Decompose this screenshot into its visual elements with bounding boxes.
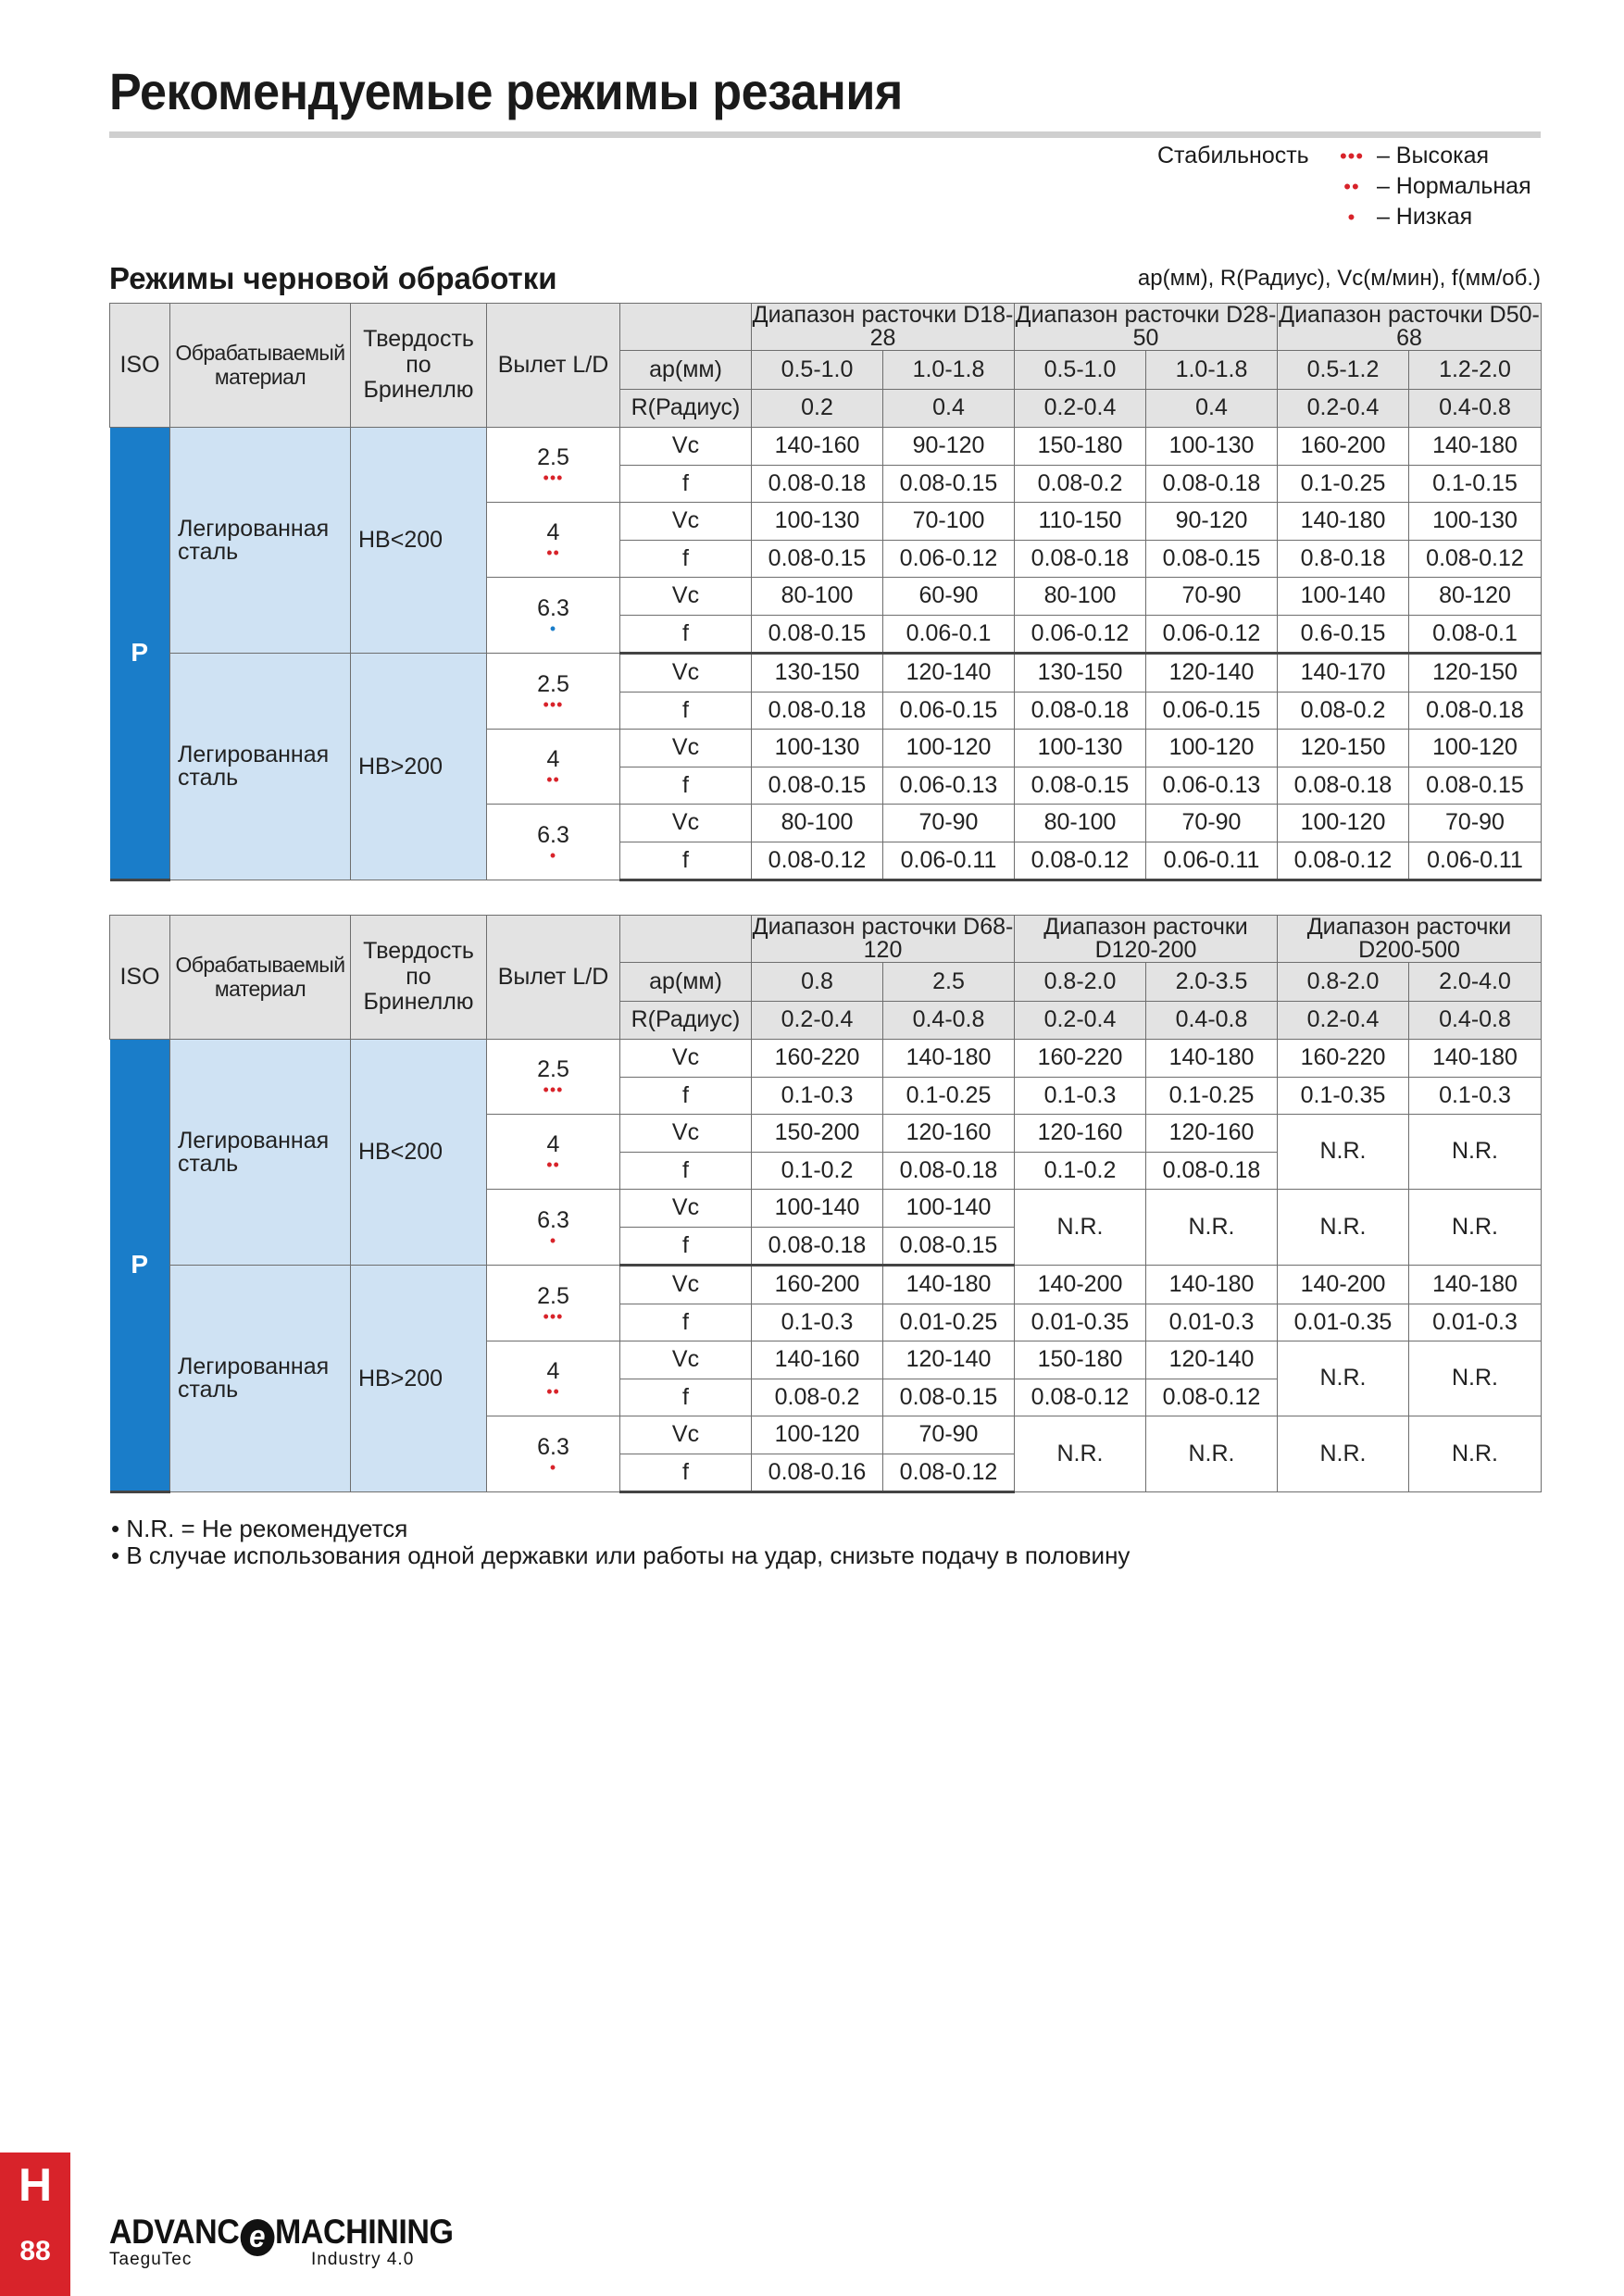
param-label-vc: Vc: [620, 1115, 752, 1153]
f-value: 0.06-0.11: [1409, 842, 1542, 880]
header-ap-value: 2.0-4.0: [1409, 963, 1542, 1002]
param-label-vc: Vc: [620, 805, 752, 842]
param-label-vc: Vc: [620, 730, 752, 767]
overhang-value: 4: [546, 1358, 560, 1385]
vc-value: 160-220: [1015, 1040, 1146, 1078]
overhang-cell: [487, 1416, 620, 1492]
overhang-value: 4: [546, 746, 560, 773]
f-value: 0.08-0.18: [1278, 767, 1409, 805]
vc-value: 100-140: [752, 1190, 883, 1228]
vc-value: 100-140: [1278, 578, 1409, 616]
f-value: 0.08-0.18: [1015, 692, 1146, 730]
stability-label: Стабильность: [1157, 143, 1309, 168]
f-value: 0.01-0.3: [1409, 1304, 1542, 1341]
overhang-value: 2.5: [537, 1056, 569, 1083]
footnote-nr: • N.R. = Не рекомендуется: [111, 1515, 408, 1542]
units-note: ap(мм), R(Радиус), Vc(м/мин), f(мм/об.): [1137, 266, 1541, 291]
param-label-vc: Vc: [620, 1040, 752, 1078]
cutting-table-bottom: [109, 915, 1542, 1493]
not-recommended-cell: N.R.: [1146, 1190, 1278, 1266]
header-ap-value: 1.2-2.0: [1409, 351, 1542, 390]
f-value: 0.1-0.3: [752, 1304, 883, 1341]
vc-value: 120-150: [1409, 654, 1542, 693]
param-label-vc: Vc: [620, 1416, 752, 1454]
f-value: 0.08-0.15: [752, 615, 883, 654]
hardness-cell: HB>200: [351, 1266, 487, 1492]
vc-value: 160-200: [1278, 428, 1409, 466]
f-value: 0.08-0.1: [1409, 615, 1542, 654]
not-recommended-cell: N.R.: [1146, 1416, 1278, 1492]
header-blank: [620, 304, 752, 351]
logo-left-text: ADVANC: [109, 2213, 240, 2251]
stability-dots-icon: •: [549, 1230, 557, 1250]
header-r-value: 0.4-0.8: [1409, 1001, 1542, 1040]
f-value: 0.6-0.15: [1278, 615, 1409, 654]
overhang-cell: [487, 1341, 620, 1416]
overhang-cell: [487, 1040, 620, 1115]
vc-value: 140-200: [1278, 1266, 1409, 1304]
header-bore-range: Диапазон расточки D18-28: [752, 303, 1014, 351]
f-value: 0.1-0.3: [752, 1077, 883, 1115]
param-label-vc: Vc: [620, 578, 752, 616]
param-label-f: f: [620, 1454, 752, 1492]
page-number: 88: [19, 2236, 51, 2266]
vc-value: 80-120: [1409, 578, 1542, 616]
f-value: 0.08-0.2: [1278, 692, 1409, 730]
param-label-vc: Vc: [620, 503, 752, 541]
header-r-value: 0.2-0.4: [1278, 1001, 1409, 1040]
param-label-f: f: [620, 692, 752, 730]
vc-value: 140-180: [1146, 1266, 1278, 1304]
logo-right-text: MACHINING: [274, 2213, 454, 2251]
header-r-value: 0.2-0.4: [752, 1001, 883, 1040]
section-tab-letter: H: [18, 2159, 53, 2211]
header-ap-value: 0.5-1.0: [1015, 351, 1146, 390]
stability-dots-icon: •••: [543, 694, 564, 714]
stability-text: – Нормальная: [1376, 173, 1531, 199]
f-value: 0.08-0.18: [752, 692, 883, 730]
header-r-label: R(Радиус): [620, 1001, 752, 1040]
header-ap-value: 0.8-2.0: [1015, 963, 1146, 1002]
vc-value: 90-120: [1146, 503, 1278, 541]
vc-value: 100-130: [752, 730, 883, 767]
f-value: 0.06-0.12: [883, 540, 1015, 578]
f-value: 0.06-0.1: [883, 615, 1015, 654]
stability-dots-icon: •: [549, 845, 557, 865]
header-overhang: Вылет L/D: [487, 304, 620, 428]
f-value: 0.06-0.15: [1146, 692, 1278, 730]
overhang-value: 2.5: [537, 670, 569, 697]
hardness-cell: HB<200: [351, 1040, 487, 1266]
f-value: 0.08-0.18: [1146, 465, 1278, 503]
section-tab: [0, 2152, 70, 2296]
vc-value: 100-120: [883, 730, 1015, 767]
header-r-value: 0.4: [1146, 389, 1278, 428]
header-ap-value: 1.0-1.8: [1146, 351, 1278, 390]
vc-value: 120-160: [1146, 1115, 1278, 1153]
header-r-value: 0.4-0.8: [1409, 389, 1542, 428]
header-bore-range: Диапазон расточки D200-500: [1278, 916, 1542, 963]
f-value: 0.08-0.18: [752, 465, 883, 503]
param-label-vc: Vc: [620, 1190, 752, 1228]
f-value: 0.06-0.15: [883, 692, 1015, 730]
f-value: 0.08-0.15: [752, 767, 883, 805]
vc-value: 140-170: [1278, 654, 1409, 693]
vc-value: 70-90: [1146, 805, 1278, 842]
stability-dots-icon: •••: [1339, 144, 1365, 168]
header-ap-value: 0.8-2.0: [1278, 963, 1409, 1002]
vc-value: 120-150: [1278, 730, 1409, 767]
logo-e-icon: e: [240, 2219, 274, 2256]
iso-group-p: P: [110, 1040, 170, 1492]
stability-dots-icon: •••: [543, 468, 564, 488]
header-ap-value: 0.5-1.2: [1278, 351, 1409, 390]
param-label-f: f: [620, 842, 752, 880]
header-bore-range: Диапазон расточки D120-200: [1015, 916, 1278, 963]
stability-dots-icon: •: [549, 618, 557, 638]
overhang-value: 6.3: [537, 1206, 569, 1233]
vc-value: 140-180: [1409, 1266, 1542, 1304]
f-value: 0.08-0.12: [1015, 1379, 1146, 1416]
f-value: 0.08-0.12: [1278, 842, 1409, 880]
f-value: 0.1-0.3: [1409, 1077, 1542, 1115]
overhang-cell: [487, 1115, 620, 1190]
param-label-f: f: [620, 540, 752, 578]
header-blank: [620, 916, 752, 963]
stability-normal: [1333, 173, 1531, 201]
vc-value: 120-140: [1146, 654, 1278, 693]
stability-dots-icon: •••: [543, 1306, 564, 1326]
f-value: 0.06-0.13: [1146, 767, 1278, 805]
param-label-vc: Vc: [620, 1266, 752, 1304]
logo-sub-brand: TaeguTec: [109, 2250, 193, 2269]
stability-dots-icon: •: [1347, 206, 1356, 229]
header-ap-value: 2.5: [883, 963, 1015, 1002]
f-value: 0.08-0.18: [752, 1227, 883, 1266]
stability-dots-icon: •••: [543, 1080, 564, 1100]
not-recommended-cell: N.R.: [1278, 1416, 1409, 1492]
vc-value: 70-90: [883, 805, 1015, 842]
overhang-value: 6.3: [537, 594, 569, 621]
overhang-cell: [487, 1190, 620, 1266]
f-value: 0.08-0.12: [1015, 842, 1146, 880]
vc-value: 130-150: [752, 654, 883, 693]
header-ap-value: 0.5-1.0: [752, 351, 883, 390]
page-title: Рекомендуемые режимы резания: [109, 62, 903, 120]
not-recommended-cell: N.R.: [1409, 1190, 1542, 1266]
f-value: 0.08-0.15: [883, 1379, 1015, 1416]
overhang-value: 6.3: [537, 1433, 569, 1460]
not-recommended-cell: N.R.: [1409, 1341, 1542, 1416]
header-r-label: R(Радиус): [620, 389, 752, 428]
header-r-value: 0.2-0.4: [1015, 1001, 1146, 1040]
f-value: 0.06-0.11: [1146, 842, 1278, 880]
overhang-cell: [487, 654, 620, 730]
param-label-vc: Vc: [620, 654, 752, 693]
advance-machining-logo: [109, 2213, 454, 2269]
vc-value: 70-90: [1409, 805, 1542, 842]
param-label-vc: Vc: [620, 428, 752, 466]
vc-value: 100-120: [1278, 805, 1409, 842]
header-ap-value: 1.0-1.8: [883, 351, 1015, 390]
f-value: 0.06-0.12: [1146, 615, 1278, 654]
material-cell: Легированная сталь: [170, 1266, 351, 1492]
f-value: 0.1-0.35: [1278, 1077, 1409, 1115]
not-recommended-cell: N.R.: [1278, 1341, 1409, 1416]
f-value: 0.1-0.2: [1015, 1152, 1146, 1190]
header-ap-value: 2.0-3.5: [1146, 963, 1278, 1002]
not-recommended-cell: N.R.: [1409, 1115, 1542, 1190]
header-r-value: 0.2-0.4: [1278, 389, 1409, 428]
f-value: 0.01-0.25: [883, 1304, 1015, 1341]
f-value: 0.08-0.15: [1146, 540, 1278, 578]
hardness-cell: HB<200: [351, 428, 487, 654]
not-recommended-cell: N.R.: [1278, 1115, 1409, 1190]
overhang-value: 4: [546, 519, 560, 546]
f-value: 0.06-0.13: [883, 767, 1015, 805]
param-label-f: f: [620, 1077, 752, 1115]
header-row: [110, 304, 1542, 351]
vc-value: 70-100: [883, 503, 1015, 541]
section-title: Режимы черновой обработки: [109, 261, 557, 295]
vc-value: 120-140: [883, 1341, 1015, 1379]
f-value: 0.08-0.12: [1146, 1379, 1278, 1416]
f-value: 0.08-0.15: [1409, 767, 1542, 805]
f-value: 0.06-0.12: [1015, 615, 1146, 654]
material-cell: Легированная сталь: [170, 1040, 351, 1266]
vc-value: 100-120: [1146, 730, 1278, 767]
f-value: 0.1-0.3: [1015, 1077, 1146, 1115]
vc-value: 100-140: [883, 1190, 1015, 1228]
f-value: 0.1-0.25: [1146, 1077, 1278, 1115]
overhang-cell: [487, 730, 620, 805]
not-recommended-cell: N.R.: [1015, 1416, 1146, 1492]
vc-value: 100-130: [1146, 428, 1278, 466]
header-bore-range: Диапазон расточки D50-68: [1279, 303, 1540, 351]
stability-dots-icon: ••: [546, 1155, 560, 1175]
stability-high: [1333, 143, 1489, 170]
param-label-f: f: [620, 1227, 752, 1266]
stability-text: – Высокая: [1376, 143, 1490, 168]
vc-value: 110-150: [1015, 503, 1146, 541]
vc-value: 70-90: [1146, 578, 1278, 616]
title-rule: [109, 131, 1541, 138]
f-value: 0.1-0.2: [752, 1152, 883, 1190]
header-r-value: 0.2-0.4: [1015, 389, 1146, 428]
param-label-f: f: [620, 767, 752, 805]
vc-value: 80-100: [752, 578, 883, 616]
vc-value: 140-160: [752, 1341, 883, 1379]
f-value: 0.08-0.15: [883, 465, 1015, 503]
stability-dots-icon: ••: [546, 543, 560, 563]
param-label-f: f: [620, 1152, 752, 1190]
footnote-feed: • В случае использования одной державки или работы на удар, снизьте подачу в половину: [111, 1541, 1131, 1569]
f-value: 0.08-0.12: [752, 842, 883, 880]
vc-value: 100-130: [1015, 730, 1146, 767]
not-recommended-cell: N.R.: [1278, 1190, 1409, 1266]
header-iso: ISO: [110, 304, 170, 428]
stability-text: – Низкая: [1376, 204, 1473, 230]
vc-value: 100-120: [1409, 730, 1542, 767]
header-r-value: 0.4: [883, 389, 1015, 428]
vc-value: 60-90: [883, 578, 1015, 616]
f-value: 0.01-0.35: [1015, 1304, 1146, 1341]
f-value: 0.08-0.16: [752, 1454, 883, 1492]
f-value: 0.01-0.35: [1278, 1304, 1409, 1341]
iso-group-p: P: [110, 428, 170, 880]
logo-sub-tagline: Industry 4.0: [311, 2250, 415, 2269]
hardness-cell: HB>200: [351, 654, 487, 880]
vc-value: 160-200: [752, 1266, 883, 1304]
material-cell: Легированная сталь: [170, 654, 351, 880]
table-row-vc: [110, 1266, 1542, 1304]
overhang-cell: [487, 503, 620, 578]
material-cell: Легированная сталь: [170, 428, 351, 654]
header-bore-range: Диапазон расточки D68-120: [752, 915, 1014, 963]
vc-value: 100-120: [752, 1416, 883, 1454]
vc-value: 140-180: [1278, 503, 1409, 541]
header-bore-range: Диапазон расточки D28-50: [1015, 303, 1277, 351]
vc-value: 100-130: [1409, 503, 1542, 541]
f-value: 0.08-0.15: [1015, 767, 1146, 805]
header-ap-label: ap(мм): [620, 963, 752, 1002]
vc-value: 140-180: [883, 1040, 1015, 1078]
stability-dots-icon: ••: [1343, 175, 1360, 198]
not-recommended-cell: N.R.: [1015, 1190, 1146, 1266]
vc-value: 140-180: [1409, 428, 1542, 466]
f-value: 0.08-0.18: [1015, 540, 1146, 578]
param-label-f: f: [620, 1379, 752, 1416]
header-r-value: 0.2: [752, 389, 883, 428]
header-material: Обрабатываемый материал: [170, 304, 351, 428]
header-iso: ISO: [110, 916, 170, 1040]
f-value: 0.08-0.15: [883, 1227, 1015, 1266]
header-overhang: Вылет L/D: [487, 916, 620, 1040]
header-r-value: 0.4-0.8: [1146, 1001, 1278, 1040]
header-material: Обрабатываемый материал: [170, 916, 351, 1040]
overhang-value: 2.5: [537, 1282, 569, 1309]
vc-value: 90-120: [883, 428, 1015, 466]
header-ap-value: 0.8: [752, 963, 883, 1002]
f-value: 0.08-0.2: [1015, 465, 1146, 503]
vc-value: 120-160: [1015, 1115, 1146, 1153]
header-hardness: Твердость по Бринеллю: [351, 916, 487, 1040]
footnotes: [111, 1516, 1130, 1569]
stability-dots-icon: ••: [546, 1382, 560, 1402]
f-value: 0.06-0.11: [883, 842, 1015, 880]
vc-value: 120-140: [1146, 1341, 1278, 1379]
overhang-cell: [487, 805, 620, 880]
vc-value: 130-150: [1015, 654, 1146, 693]
vc-value: 140-180: [1146, 1040, 1278, 1078]
vc-value: 120-140: [883, 654, 1015, 693]
vc-value: 80-100: [1015, 578, 1146, 616]
vc-value: 150-180: [1015, 428, 1146, 466]
f-value: 0.8-0.18: [1278, 540, 1409, 578]
vc-value: 100-130: [752, 503, 883, 541]
f-value: 0.08-0.12: [1409, 540, 1542, 578]
table-row-vc: [110, 654, 1542, 693]
stability-dots-icon: •: [549, 1457, 557, 1477]
f-value: 0.08-0.18: [883, 1152, 1015, 1190]
f-value: 0.08-0.15: [752, 540, 883, 578]
vc-value: 80-100: [752, 805, 883, 842]
table-row-vc: [110, 1040, 1542, 1078]
vc-value: 140-180: [883, 1266, 1015, 1304]
not-recommended-cell: N.R.: [1409, 1416, 1542, 1492]
vc-value: 160-220: [752, 1040, 883, 1078]
vc-value: 120-160: [883, 1115, 1015, 1153]
overhang-cell: [487, 1266, 620, 1341]
vc-value: 140-160: [752, 428, 883, 466]
header-ap-label: ap(мм): [620, 351, 752, 390]
vc-value: 150-200: [752, 1115, 883, 1153]
vc-value: 140-200: [1015, 1266, 1146, 1304]
f-value: 0.08-0.12: [883, 1454, 1015, 1492]
param-label-f: f: [620, 465, 752, 503]
vc-value: 70-90: [883, 1416, 1015, 1454]
vc-value: 80-100: [1015, 805, 1146, 842]
overhang-value: 4: [546, 1131, 560, 1158]
f-value: 0.08-0.2: [752, 1379, 883, 1416]
vc-value: 140-180: [1409, 1040, 1542, 1078]
param-label-f: f: [620, 615, 752, 654]
table-row-vc: [110, 428, 1542, 466]
cutting-table-top: [109, 303, 1542, 881]
overhang-value: 6.3: [537, 821, 569, 848]
f-value: 0.1-0.25: [883, 1077, 1015, 1115]
vc-value: 160-220: [1278, 1040, 1409, 1078]
f-value: 0.1-0.15: [1409, 465, 1542, 503]
header-row: [110, 916, 1542, 963]
vc-value: 150-180: [1015, 1341, 1146, 1379]
f-value: 0.08-0.18: [1146, 1152, 1278, 1190]
overhang-value: 2.5: [537, 444, 569, 471]
f-value: 0.1-0.25: [1278, 465, 1409, 503]
overhang-cell: [487, 578, 620, 654]
header-hardness: Твердость по Бринеллю: [351, 304, 487, 428]
stability-low: [1333, 204, 1472, 231]
f-value: 0.01-0.3: [1146, 1304, 1278, 1341]
overhang-cell: [487, 428, 620, 503]
f-value: 0.08-0.18: [1409, 692, 1542, 730]
param-label-vc: Vc: [620, 1341, 752, 1379]
header-r-value: 0.4-0.8: [883, 1001, 1015, 1040]
stability-dots-icon: ••: [546, 770, 560, 790]
param-label-f: f: [620, 1304, 752, 1341]
